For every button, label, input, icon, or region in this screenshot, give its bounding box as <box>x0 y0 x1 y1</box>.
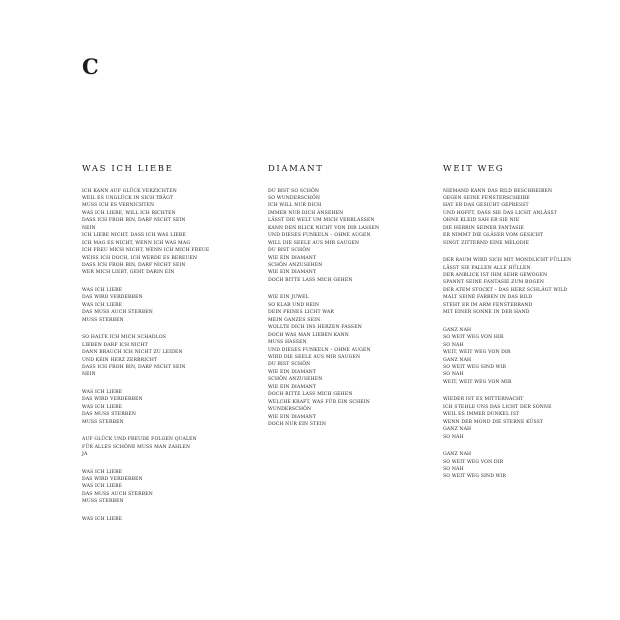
verse-line: MUSS STERBEN <box>82 499 124 505</box>
verse-line: SO HALTE ICH MICH SCHADLOS <box>82 335 167 341</box>
verse-line: UND HOFFT, DASS SIE DAS LICHT ANLÄSST <box>443 210 557 216</box>
verse-line: DU BIST SO SCHÖN <box>268 188 320 194</box>
verse-line: FÜR ALLES SCHÖNE MUSS MAN ZAHLEN <box>82 444 191 450</box>
verse-line: WOLLTE DICH INS HERZEN FASSEN <box>268 325 362 331</box>
verse-line: WAS ICH LIEBE, WILL ICH RICHTEN <box>82 210 176 216</box>
verse-line: ICH MAG ES NICHT, WENN ICH WAS MAG <box>82 240 191 246</box>
verse-line: DOCH NUR EIN STEIN <box>268 422 326 428</box>
verse-line: WIE EIN DIAMANT <box>268 384 317 390</box>
poem-column-diamant <box>268 165 436 439</box>
stanza <box>443 396 611 441</box>
verse-line: LÄSST DIE WELT UM MICH VERBLASSEN <box>268 218 375 224</box>
verse-line: JA <box>82 452 88 458</box>
verse-line: DASS ICH FROH BIN, DARF NICHT SEIN <box>82 365 186 371</box>
verse-line: ICH STEHLE UNS DAS LICHT DER SONNE <box>443 404 552 410</box>
stanza <box>82 287 250 324</box>
verse-line: SINGT ZITTERND EINE MELODIE <box>443 240 530 246</box>
verse-line: SPANNT SEINE FANTASIE ZUM BOGEN <box>443 280 545 286</box>
verse-line: DOCH BITTE LASS MICH GEHEN <box>268 277 353 283</box>
verse-line: DU BIST SCHÖN <box>268 248 311 254</box>
verse-line: WAS ICH LIEBE <box>82 484 123 490</box>
section-letter: C <box>82 54 99 79</box>
verse-line: HAT ER DAS GESICHT GEPRESST <box>443 203 529 209</box>
verse-line: WIE EIN DIAMANT <box>268 270 317 276</box>
verse-line: DASS ICH FROH BIN, DARF NICHT SEIN <box>82 263 186 269</box>
verse-line: SO WEIT WEG VON DIR <box>443 459 504 465</box>
stanza <box>82 188 250 277</box>
stanza <box>268 294 436 428</box>
stanza <box>443 451 611 481</box>
verse-line: WIE EIN JUWEL <box>268 295 309 301</box>
verse-line: ICH LIEBE NICHT, DASS ICH WAS LIEBE <box>82 233 186 239</box>
verse-line: ER NIMMT DIE GLÄSER VOM GESICHT <box>443 233 544 239</box>
verse-line: WEIL ES UNGLÜCK IN SICH TRÄGT <box>82 195 174 201</box>
verse-line: DU BIST SCHÖN <box>268 362 311 368</box>
verse-line: NIEMAND KANN DAS BILD BESCHREIBEN <box>443 188 553 194</box>
verse-line: WEIT, WEIT WEG VON DIR <box>443 350 511 356</box>
verse-line: WAS ICH LIEBE <box>82 389 123 395</box>
verse-line: STEHT ER IM ARM FENSTERRAND <box>443 302 533 308</box>
verse-line: DER ATEM STOCKT – DAS HERZ SCHLÄGT WILD <box>443 287 568 293</box>
stanza <box>443 188 611 248</box>
verse-line: LÄSST SIE FALLEN ALLE HÜLLEN <box>443 265 531 271</box>
stanza <box>82 334 250 379</box>
verse-line: NEIN <box>82 225 96 231</box>
verse-line: WAS ICH LIEBE <box>82 469 123 475</box>
verse-line: SCHÖN ANZUSEHEN <box>268 377 323 383</box>
stanza <box>82 469 250 506</box>
verse-line: WAS ICH LIEBE <box>82 404 123 410</box>
verse-line: WUNDERSCHÖN <box>268 407 312 413</box>
verse-line: ICH WILL NUR DICH <box>268 203 322 209</box>
verse-line: MIT EINER SONNE IN DER HAND <box>443 310 530 316</box>
verse-line: DAS WIRD VERDERBEN <box>82 477 143 482</box>
verse-line: WEISS ICH DOCH, ICH WERDE ES BEREUEN <box>82 255 198 261</box>
verse-line: WILL DIE SEELE AUS MIR SAUGEN <box>268 240 360 246</box>
stanza <box>82 389 250 426</box>
verse-line: SO WEIT WEG VON HIR <box>443 335 504 341</box>
verse-line: DIE HERRIN SEINER FANTASIE <box>443 225 524 231</box>
verse-line: UND KEIN HERZ ZERBRICHT <box>82 357 158 363</box>
verse-line: NEIN <box>82 372 96 378</box>
poem-title: WEIT WEG <box>443 164 505 174</box>
verse-line: WIEDER IST ES MITTERNACHT <box>443 397 524 403</box>
verse-line: SO NAH <box>443 372 464 378</box>
verse-line: GANZ NAH <box>443 452 472 458</box>
verse-line: MEIN GANZES SEIN <box>268 317 321 323</box>
verse-line: OHNE KLEID SAH ER SIE NIE <box>443 218 520 224</box>
verse-line: WIE EIN DIAMANT <box>268 255 317 261</box>
verse-line: GANZ NAH <box>443 357 472 363</box>
verse-line: WIRD DIE SEELE AUS MIR SAUGEN <box>268 355 361 361</box>
verse-line: WEIL ES IMMER DUNKEL IST <box>443 412 520 418</box>
verse-line: GEGEN SEINE FENSTERSCHEIBE <box>443 195 530 201</box>
verse-line: ICH FREU MICH NICHT, WENN ICH MICH FREUE <box>82 248 210 254</box>
stanza <box>443 257 611 317</box>
verse-line: SO KLAR UND REIN <box>268 302 320 308</box>
poem-title: WAS ICH LIEBE <box>82 164 174 174</box>
stanza <box>443 327 611 387</box>
verse-line: WIE EIN DIAMANT <box>268 369 317 375</box>
verse-line: DAS WIRD VERDERBEN <box>82 295 143 301</box>
poem-column-weit-weg <box>443 165 611 491</box>
verse-line: SO WEIT WEG SIND WIR <box>443 474 507 480</box>
verse-line: WENN DER MOND DIE STERNE KÜSST <box>443 419 544 425</box>
verse-line: DOCH WAS MAN LIEBEN KANN <box>268 332 349 338</box>
verse-line: UND DIESES FUNKELN – OHNE AUGEN <box>268 233 371 239</box>
poem-title: DIAMANT <box>268 164 324 174</box>
verse-line: DANN BRAUCH ICH NICHT ZU LEIDEN <box>82 350 183 356</box>
verse-line: LIEBEN DARF ICH NICHT <box>82 342 148 348</box>
verse-line: DASS ICH FROH BIN, DARF NICHT SEIN <box>82 218 186 224</box>
verse-line: DER ANBLICK IST IHM SEHR GEWOGEN <box>443 273 548 279</box>
verse-line: SO NAH <box>443 342 464 348</box>
verse-line: DER RAUM WIRD SICH MIT MONDLICHT FÜLLEN <box>443 258 572 264</box>
verse-line: ICH KANN AUF GLÜCK VERZICHTEN <box>82 188 177 194</box>
verse-line: WAS ICH LIEBE <box>82 287 123 293</box>
stanza <box>82 516 250 523</box>
verse-line: DAS MUSS STERBEN <box>82 412 137 418</box>
verse-line: WER MICH LIEBT, GEHT DARIN EIN <box>82 270 175 276</box>
verse-line: SO NAH <box>443 467 464 472</box>
verse-line: SO NAH <box>443 434 464 440</box>
verse-line: MALT SEINE FARBEN IN DAS BILD <box>443 295 533 301</box>
verse-line: SCHÖN ANZUSEHEN <box>268 263 323 269</box>
verse-line: SO WEIT WEG SIND WIR <box>443 365 507 371</box>
verse-line: WELCHE KRAFT, WAS FÜR EIN SCHEIN <box>268 399 370 405</box>
verse-line: IMMER NUR DICH ANSEHEN <box>268 210 344 216</box>
verse-line: AUF GLÜCK UND FREUDE FOLGEN QUALEN <box>82 437 197 443</box>
verse-line: MUSS STERBEN <box>82 419 124 425</box>
verse-line: GANZ NAH <box>443 427 472 433</box>
verse-line: WAS ICH LIEBE <box>82 516 123 522</box>
verse-line: KANN DEN BLICK NICHT VON DIR LASSEN <box>268 225 380 231</box>
verse-line: DAS WIRD VERDERBEN <box>82 397 143 403</box>
verse-line: DOCH BITTE LASS MICH GEHEN <box>268 392 353 398</box>
stanza <box>268 188 436 285</box>
verse-line: MUSS ICH ES VERNICHTEN <box>82 203 155 209</box>
verse-line: UND DIESES FUNKELN – OHNE AUGEN <box>268 347 371 353</box>
verse-line: MUSS STERBEN <box>82 317 124 323</box>
verse-line: WAS ICH LIEBE <box>82 302 123 308</box>
stanza <box>82 436 250 458</box>
verse-line: DEIN FEINES LICHT WAR <box>268 310 334 316</box>
verse-line: SO WUNDERSCHÖN <box>268 195 321 201</box>
verse-line: WIE EIN DIAMANT <box>268 414 317 420</box>
verse-line: DAS MUSS AUCH STERBEN <box>82 491 153 497</box>
poem-column-was-ich-liebe <box>82 165 250 533</box>
verse-line: DAS MUSS AUCH STERBEN <box>82 310 153 316</box>
verse-line: MUSS HASSEN <box>268 340 307 346</box>
verse-line: GANZ NAH <box>443 327 472 333</box>
verse-line: WEIT, WEIT WEG VON MIR <box>443 379 512 385</box>
